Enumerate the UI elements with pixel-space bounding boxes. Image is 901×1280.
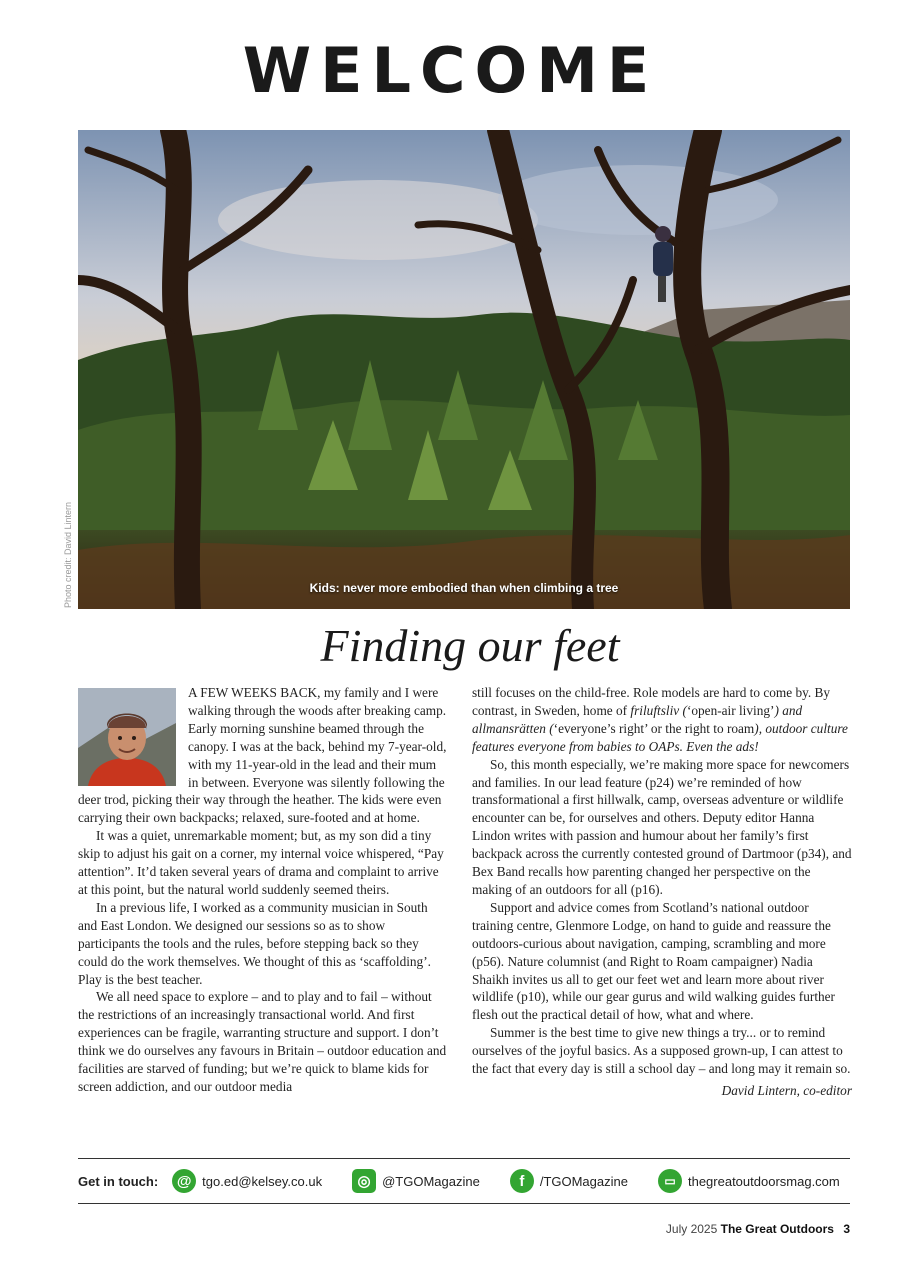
- at-sign-icon: @: [172, 1169, 196, 1193]
- author-signature: David Lintern, co-editor: [721, 1082, 852, 1098]
- hero-caption: Kids: never more embodied than when climbing a tree: [309, 581, 619, 595]
- paragraph: It was a quiet, unremarkable moment; but, as my son did a tiny skip to adjust his gait on a corner, my internal voice whispered, “Pay attention”. It’d taken several years of drama and complaint to arrive at this point, but the natural world suddenly seemed theirs.: [78, 828, 444, 897]
- paragraph: A FEW WEEKS BACK, my family and I were walking through the woods after breaking camp. Early morning sunshine beamed through the canopy. I was at the back, behind my 7-year-old, with my 11-year-old in the lead and their mum in between. Everyone was silently following the deer trod, picking their way through the heather. The kids were even carrying their own backpacks; relaxed, sure-footed and at home.: [78, 685, 447, 826]
- paragraph: So, this month especially, we’re making more space for newcomers and families. In our lead feature (p24) we’re reminded of how transformational a first hillwalk, camp, overseas adventure or wildlife encounter can be, for ourselves and others. Deputy editor Hanna Lindon writes with passion and humour about her family’s first backpack across the currently contested ground of Dartmoor (p34), and Bex Band recalls how parenting changed her perspective on the making of an outdoors for all (p16).: [472, 756, 852, 897]
- facebook-contact[interactable]: f /TGOMagazine: [510, 1169, 628, 1193]
- email-contact[interactable]: @ tgo.ed@kelsey.co.uk: [172, 1169, 322, 1193]
- website-contact[interactable]: ▭ thegreatoutdoorsmag.com: [658, 1169, 840, 1193]
- magazine-name: The Great Outdoors: [720, 1222, 834, 1236]
- issue-date: July 2025: [665, 1222, 718, 1236]
- article-headline: Finding our feet: [320, 620, 620, 671]
- monitor-icon: ▭: [658, 1169, 682, 1193]
- photo-credit: Photo credit: David Lintern: [63, 501, 73, 608]
- contact-label: Get in touch:: [78, 1173, 159, 1189]
- paragraph: We all need space to explore – and to play and to fail – without the restrictions of an increasingly transactional world. And first experiences can be fragile, warranting structure and support. I don’t think we do ourselves any favours in Britain – outdoor education and facilities are starved of funding; but we’re quick to blame kids for screen addiction, and our outdoor media: [78, 989, 447, 1094]
- paragraph: Summer is the best time to give new things a try... or to remind ourselves of the joyful basics. As a supposed grown-up, I can attest to the fact that every day is still a school day – and long may it remain so.: [472, 1025, 851, 1077]
- page-number: 3: [843, 1222, 850, 1236]
- paragraph: still focuses on the child-free. Role models are hard to come by. By contrast, in Sweden, home of friluftsliv (‘open-air living’) and allmansrätten (‘everyone’s right’ or the right to roam), outdoor culture features everyone from babies to OAPs. Even the ads!: [472, 685, 848, 754]
- paragraph: In a previous life, I worked as a community musician in South and East London. We designed our sessions so as to show participants the tools and the rules, before stepping back so they could do the work themselves. We thought of this as ‘scaffolding’. Play is the best teacher.: [78, 899, 431, 987]
- paragraph: Support and advice comes from Scotland’s national outdoor training centre, Glenmore Lodge, on hand to guide and reassure the outdoors-curious about navigation, camping, scrambling and more (p56). Nature columnist (and Right to Roam campaigner) Nadia Shaikh invites us all to get our feet wet and learn more about river wildlife (p10), while our gear gurus and wild walking guides further flesh out the practical detail of how, what and where.: [472, 899, 835, 1023]
- forest-scene-image: [78, 130, 850, 609]
- page-title: WELCOME: [242, 34, 659, 107]
- instagram-contact[interactable]: ◎ @TGOMagazine: [352, 1169, 480, 1193]
- facebook-icon: f: [510, 1169, 534, 1193]
- contact-bar: [78, 1158, 850, 1204]
- page-footer: [666, 1222, 850, 1236]
- article-column-left: [78, 684, 448, 1096]
- hero-photo: [78, 130, 850, 609]
- instagram-icon: ◎: [352, 1169, 376, 1193]
- author-portrait: [78, 688, 176, 786]
- lead-in: A FEW WEEKS BACK,: [188, 685, 321, 700]
- article-column-right: [472, 684, 852, 1100]
